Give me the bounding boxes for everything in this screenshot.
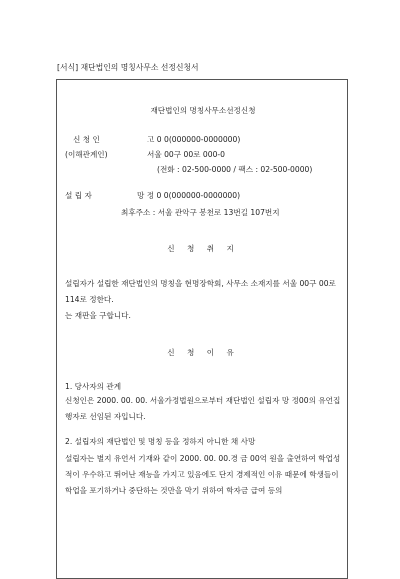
- reason-1-text: 신청인은 2000. 00. 00. 서울가정법원으로부터 재단법인 설립자 망 정00의 유언집행자로 선임된 자입니다.: [65, 396, 341, 421]
- reasons-heading: 신 청 이 유: [167, 348, 239, 357]
- reason-1-title: 1. 당사자의 관계: [65, 382, 122, 391]
- applicant-label: 신 청 인: [73, 135, 100, 144]
- applicant-party-label: (이해관계인): [65, 150, 108, 159]
- applicant-address: 서울 00구 00로 000-0: [147, 150, 225, 159]
- purpose-heading: 신 청 취 지: [167, 244, 239, 253]
- founder-name: 망 정 0 0(000000-0000000): [137, 191, 241, 200]
- founder-label: 설 립 자: [65, 191, 92, 200]
- founder-last-address: 최후주소 : 서울 관악구 봉천로 13번길 107번지: [121, 208, 280, 217]
- purpose-text: 설립자가 설립한 재단법인의 명칭을 현명장학회, 사무소 소재지를 서울 00구 00로 114로 정한다.: [65, 279, 336, 304]
- form-label: [서식] 재단법인의 명칭사무소 선정신청서: [57, 63, 199, 72]
- purpose-closing: 는 재판을 구합니다.: [65, 311, 131, 320]
- applicant-name: 고 0 0(000000-0000000): [147, 135, 241, 144]
- applicant-contact: (전화 : 02-500-0000 / 팩스 : 02-500-0000): [157, 165, 313, 174]
- reason-2-text: 설립자는 별지 유언서 기재와 같이 2000. 00. 00.경 금 00억 원을 출연하여 학업성적이 우수하고 뛰어난 재능을 가지고 있음에도 단지 경제적인 이유 때문에 학생들이 학업을 포기하거나 중단하는 것만을 막기 위하여 학자금 급여 등의: [65, 454, 341, 495]
- application-document: [56, 79, 348, 579]
- reason-2-title: 2. 설립자의 재단법인 및 명칭 등을 정하지 아니한 채 사망: [65, 437, 256, 446]
- document-title: 재단법인의 명칭사무소선정신청: [150, 106, 256, 115]
